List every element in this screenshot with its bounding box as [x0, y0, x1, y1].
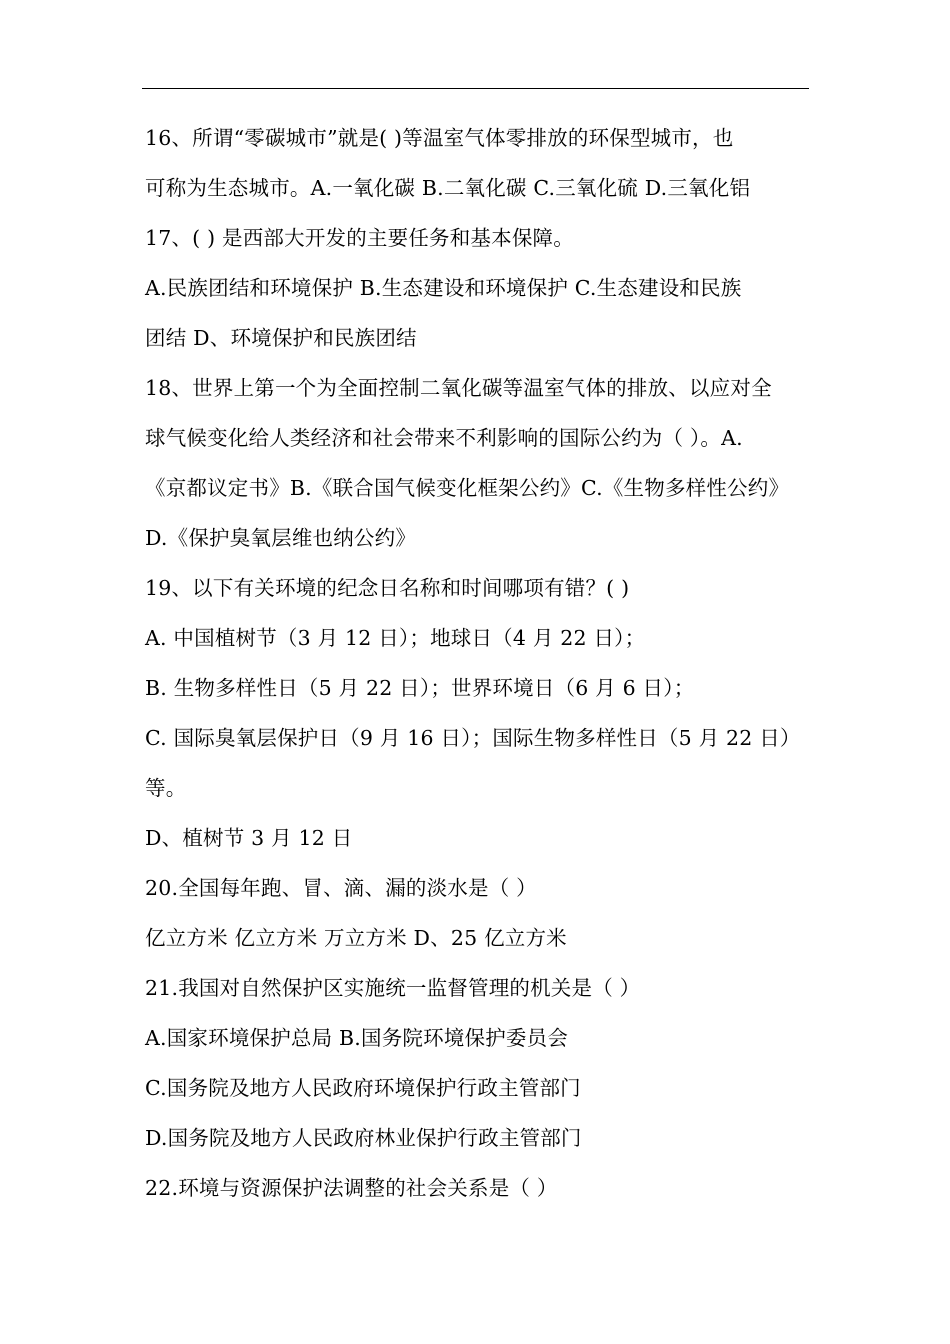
question-19-option-c-cont: 等。 — [145, 776, 187, 800]
question-19-option-b: B. 生物多样性日（5 月 22 日）；世界环境日（6 月 6 日）； — [145, 676, 695, 700]
document-body — [145, 113, 815, 1213]
question-22-line-1: 22.环境与资源保护法调整的社会关系是（ ） — [145, 1176, 558, 1200]
question-18-line-2: 球气候变化给人类经济和社会带来不利影响的国际公约为（ ）。A. — [145, 426, 743, 450]
question-21-option-c: C.国务院及地方人民政府环境保护行政主管部门 — [145, 1076, 581, 1100]
question-17-line-1: 17、( ) 是西部大开发的主要任务和基本保障。 — [145, 226, 574, 250]
question-18-line-4: D.《保护臭氧层维也纳公约》 — [145, 526, 417, 550]
header-rule — [142, 88, 809, 89]
question-19-option-c: C. 国际臭氧层保护日（9 月 16 日）；国际生物多样性日（5 月 22 日） — [145, 726, 801, 750]
question-16-line-2: 可称为生态城市。A.一氧化碳 B.二氧化碳 C.三氧化硫 D.三氧化铝 — [145, 176, 751, 200]
question-17-options-line-2: 团结 D、环境保护和民族团结 — [145, 326, 417, 350]
question-18-line-1: 18、世界上第一个为全面控制二氧化碳等温室气体的排放、以应对全 — [145, 376, 772, 400]
question-19-line-1: 19、以下有关环境的纪念日名称和时间哪项有错？( ) — [145, 576, 630, 600]
question-19-option-d: D、植树节 3 月 12 日 — [145, 826, 353, 850]
question-20-options: 亿立方米 亿立方米 万立方米 D、25 亿立方米 — [145, 926, 567, 950]
question-17-options-line-1: A.民族团结和环境保护 B.生态建设和环境保护 C.生态建设和民族 — [145, 276, 742, 300]
question-18-line-3: 《京都议定书》B.《联合国气候变化框架公约》C.《生物多样性公约》 — [145, 476, 790, 500]
question-21-options-ab: A.国家环境保护总局 B.国务院环境保护委员会 — [145, 1026, 569, 1050]
question-20-line-1: 20.全国每年跑、冒、滴、漏的淡水是（ ） — [145, 876, 537, 900]
question-21-line-1: 21.我国对自然保护区实施统一监督管理的机关是（ ） — [145, 976, 641, 1000]
question-16-line-1: 16、所谓“零碳城市”就是( )等温室气体零排放的环保型城市，也 — [145, 126, 734, 150]
question-19-option-a: A. 中国植树节（3 月 12 日）；地球日（4 月 22 日）； — [145, 626, 646, 650]
question-21-option-d: D.国务院及地方人民政府林业保护行政主管部门 — [145, 1126, 582, 1150]
